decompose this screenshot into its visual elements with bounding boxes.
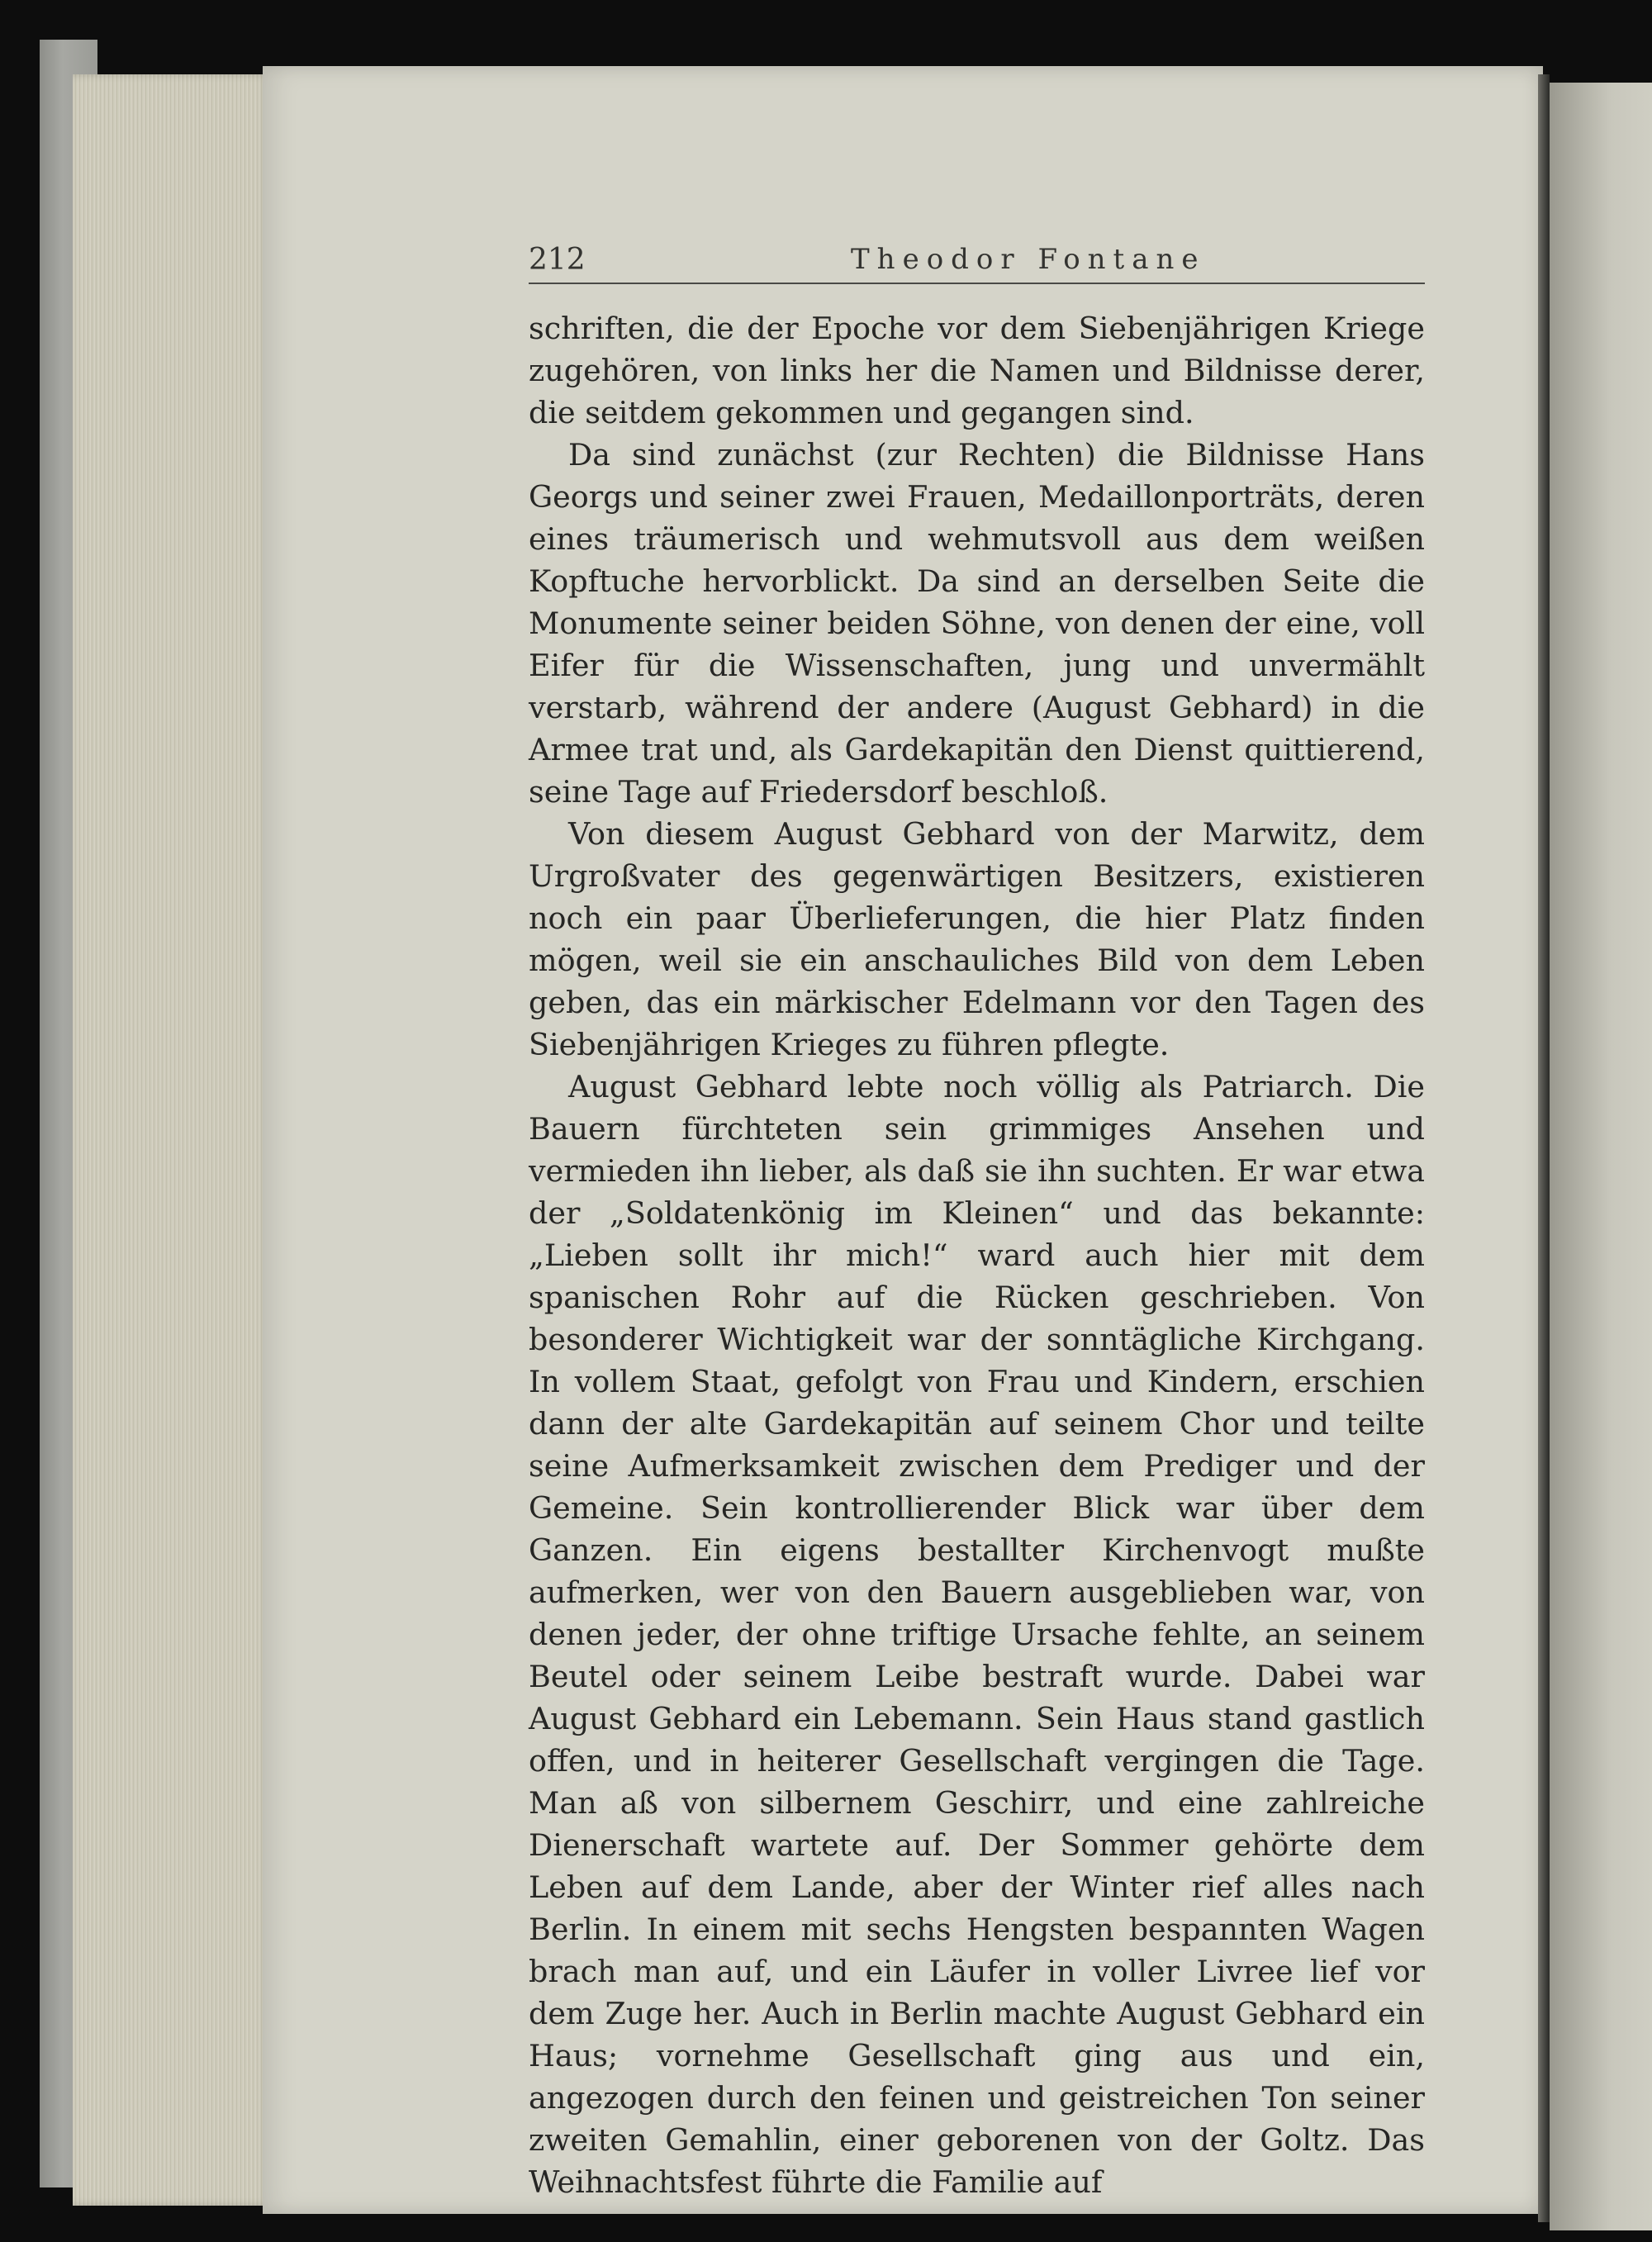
book-gutter [1538,74,1550,2222]
paragraph: Von diesem August Gebhard von der Marwitz, dem Urgroßvater des gegenwärtigen Besitzers, existieren noch ein paar Überlieferungen, die hier Platz finden mögen, weil sie ein anschauliches Bild von dem Leben geben, das ein märkischer Edelmann vor den Tagen des Siebenjährigen Krieges zu führen pflegte. [529,816,1425,1062]
page-edges [73,74,271,2206]
page-number: 212 [529,243,586,277]
paragraph: schriften, die der Epoche vor dem Siebenjährigen Kriege zugehören, von links her die Namen und Bildnisse derer, die seitdem gekommen und gegangen sind. [529,311,1425,430]
body-text [529,307,1425,2203]
running-title: Theodor Fontane [851,243,1206,276]
paragraph: Da sind zunächst (zur Rechten) die Bildnisse Hans Georgs und seiner zwei Frauen, Medaillonporträts, deren eines träumerisch und wehmutsvoll aus dem weißen Kopftuche hervorblickt. Da sind an derselben Seite die Monumente seiner beiden Söhne, von denen der eine, voll Eifer für die Wissenschaften, jung und unvermählt verstarb, während der andere (August Gebhard) in die Armee trat und, als Gardekapitän den Dienst quittierend, seine Tage auf Friedersdorf beschloß. [529,437,1425,810]
facing-page-edge [1550,83,1652,2230]
paragraph: August Gebhard lebte noch völlig als Patriarch. Die Bauern fürchteten sein grimmiges Ansehen und vermieden ihn lieber, als daß sie ihn suchten. Er war etwa der „Soldatenkönig im Kleinen“ und das bekannte: „Lieben sollt ihr mich!“ ward auch hier mit dem spanischen Rohr auf die Rücken geschrieben. Von besonderer Wichtigkeit war der sonntägliche Kirchgang. In vollem Staat, gefolgt von Frau und Kindern, erschien dann der alte Gardekapitän auf seinem Chor und teilte seine Aufmerksamkeit zwischen dem Prediger und der Gemeine. Sein kontrollierender Blick war über dem Ganzen. Ein eigens bestallter Kirchenvogt mußte aufmerken, wer von den Bauern ausgeblieben war, von denen jeder, der ohne triftige Ursache fehlte, an seinem Beutel oder seinem Leibe bestraft wurde. Dabei war August Gebhard ein Lebemann. Sein Haus stand gastlich offen, und in heiterer Gesellschaft vergingen die Tage. Man aß von silbernem Geschirr, und eine zahlreiche Dienerschaft wartete auf. Der Sommer gehörte dem Leben auf dem Lande, aber der Winter rief alles nach Berlin. In einem mit sechs Hengsten bespannten Wagen brach man auf, und ein Läufer in voller Livree lief vor dem Zuge her. Auch in Berlin machte August Gebhard ein Haus; vornehme Gesellschaft ging aus und ein, angezogen durch den feinen und geistreichen Ton seiner zweiten Gemahlin, einer geborenen von der Goltz. Das Weihnachtsfest führte die Familie auf [529,1069,1425,2200]
running-header [529,241,1425,284]
